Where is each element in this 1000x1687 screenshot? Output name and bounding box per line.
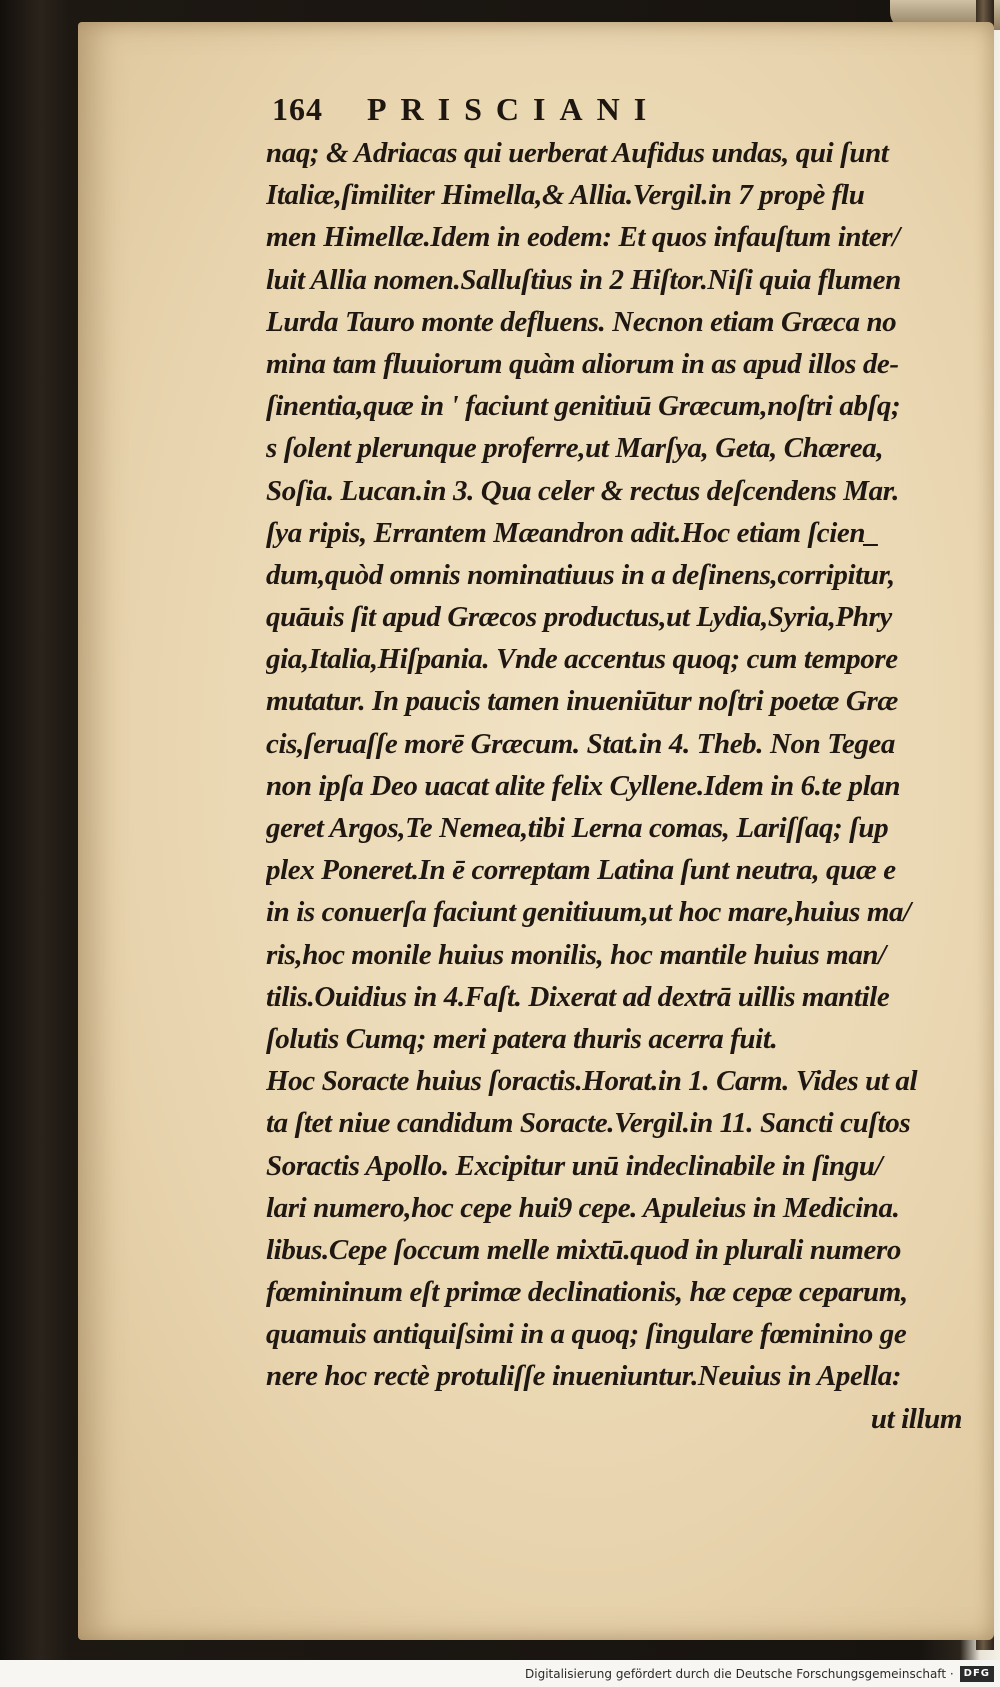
catchword: ut illum	[870, 1402, 962, 1435]
page-number: 164	[272, 90, 323, 127]
text-line: Hoc Soracte huius ſoractis.Horat.in 1. Carm. Vides ut al	[266, 1065, 918, 1098]
text-line: ſolutis Cumq; meri patera thuris acerra fuit.	[266, 1022, 778, 1055]
text-line: lari numero,hoc cepe hui9 cepe. Apuleius in Medicina.	[266, 1191, 900, 1224]
dfg-logo[interactable]: DFG	[960, 1666, 994, 1682]
text-line: gia,Italia,Hiſpania. Vnde accentus quoq; cum tempore	[266, 643, 898, 676]
text-line: plex Poneret.In ē correptam Latina ſunt neutra, quæ e	[266, 854, 896, 887]
text-line: in is conuerſa faciunt genitiuum,ut hoc mare,huius ma/	[266, 896, 911, 929]
digitization-credit: Digitalisierung gefördert durch die Deutsche Forschungsgemeinschaft ·	[525, 1666, 954, 1681]
text-line: ſinentia,quæ in ' faciunt genitiuū Græcum,noſtri abſq;	[266, 390, 901, 423]
text-line: cis,ſeruaſſe morē Græcum. Stat.in 4. Theb. Non Tegea	[266, 727, 895, 760]
text-line: Italiæ,ſimiliter Himella,& Allia.Vergil.in 7 propè flu	[266, 179, 865, 212]
text-line: Lurda Tauro monte defluens. Necnon etiam Græca no	[266, 305, 897, 338]
text-line: fœmininum eſt primæ declinationis, hæ cepæ ceparum,	[266, 1276, 908, 1309]
text-line: tilis.Ouidius in 4.Faſt. Dixerat ad dextrā uillis mantile	[266, 980, 890, 1013]
text-line: s ſolent plerunque proferre,ut Marſya, Geta, Chærea,	[266, 432, 884, 465]
text-line: quamuis antiquiſsimi in a quoq; ſingulare fœminino ge	[266, 1318, 907, 1351]
text-line: Soractis Apollo. Excipitur unū indeclinabile in ſingu/	[266, 1149, 883, 1182]
text-line: ta ſtet niue candidum Soracte.Vergil.in 11. Sancti cuſtos	[266, 1107, 911, 1140]
text-line: naq; & Adriacas qui uerberat Aufidus undas, qui ſunt	[266, 137, 889, 169]
text-line: libus.Cepe ſoccum melle mixtū.quod in plurali numero	[266, 1233, 901, 1266]
running-title: PRISCIANI	[367, 90, 661, 127]
text-line: Soſia. Lucan.in 3. Qua celer & rectus deſcendens Mar.	[266, 474, 899, 507]
text-line: ris,hoc monile huius monilis, hoc mantile huius man/	[266, 938, 886, 971]
text-line: quāuis ſit apud Græcos productus,ut Lydia,Syria,Phry	[266, 601, 892, 634]
text-line: men Himellæ.Idem in eodem: Et quos infauſtum inter/	[266, 221, 900, 254]
text-line: luit Allia nomen.Salluſtius in 2 Hiſtor.Niſi quia flumen	[266, 263, 901, 296]
text-line: mutatur. In paucis tamen inueniūtur noſtri poetæ Græ	[266, 685, 898, 718]
text-line: geret Argos,Te Nemea,tibi Lerna comas, Lariſſaq; ſup	[266, 812, 889, 844]
digitization-credit-bar	[0, 1660, 1000, 1687]
page-header	[272, 86, 972, 132]
text-line: mina tam fluuiorum quàm aliorum in as apud illos de-	[266, 347, 899, 380]
text-line: non ipſa Deo uacat alite felix Cyllene.Idem in 6.te plan	[266, 769, 901, 802]
text-line: nere hoc rectè protuliſſe inueniuntur.Neuius in Apella:	[266, 1360, 902, 1393]
text-line: ſya ripis, Errantem Mæandron adit.Hoc etiam ſcien_	[266, 516, 880, 549]
text-block	[266, 132, 986, 1440]
text-line: dum,quòd omnis nominatiuus in a deſinens,corripitur,	[266, 558, 895, 591]
